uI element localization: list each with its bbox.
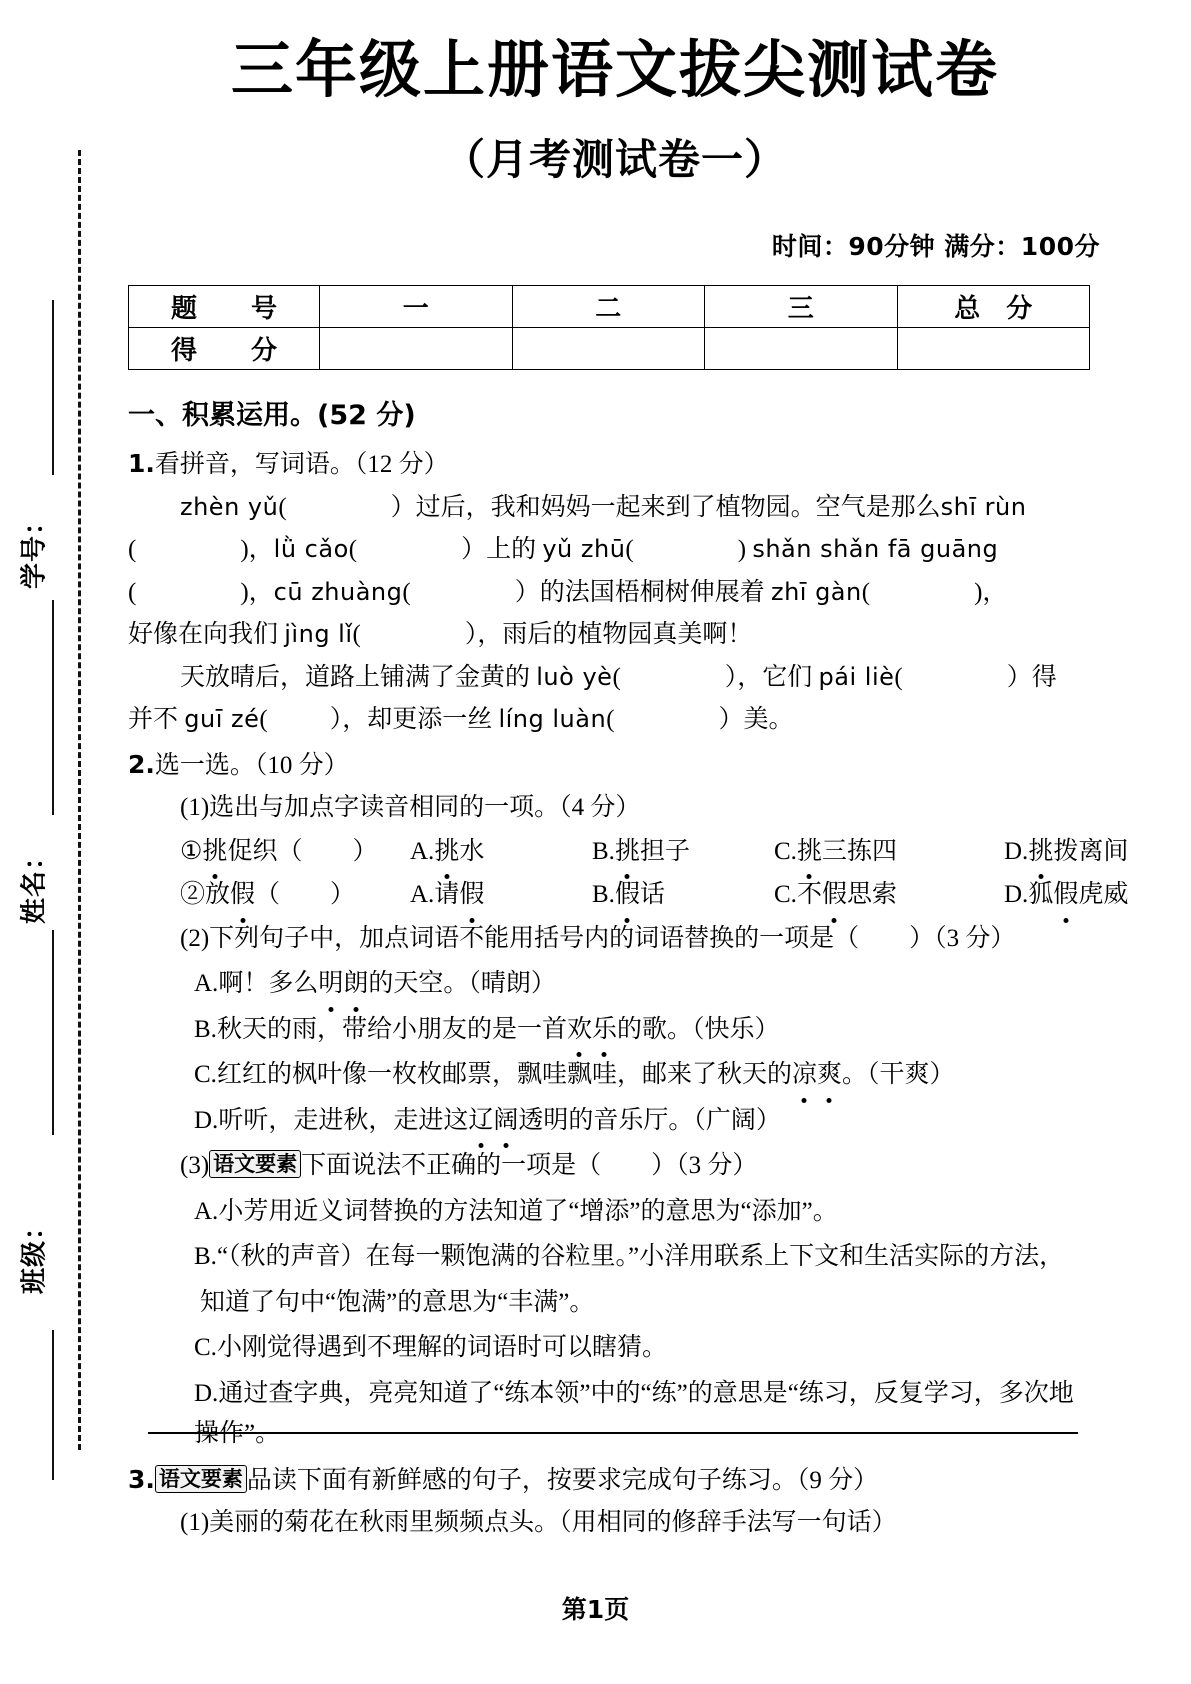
choice-text: 通过查字典，亮亮知道了“练本领”中的“练”的意思是“练习，反复学习，多次地操作”。 bbox=[194, 1379, 1074, 1448]
q3-sub1-text: (1)美丽的菊花在秋雨里频频点头。（用相同的修辞手法写一句话） bbox=[180, 1509, 897, 1537]
option-label: C. bbox=[194, 1334, 217, 1362]
q1-line-5: 天放晴后，道路上铺满了金黄的 luò yè( ），它们 pái liè( ）得 bbox=[180, 662, 1057, 691]
yuwen-yaosu-tag: 语文要素 bbox=[209, 1150, 301, 1178]
left-margin-strip bbox=[0, 0, 110, 1684]
q1-line-6: 并不 guī zé( ），却更添一丝 líng luàn( ）美。 bbox=[128, 705, 794, 734]
choice-post: 。（干爽） bbox=[841, 1061, 955, 1089]
dotted-char: 明 bbox=[318, 964, 343, 1005]
choice-text: “（秋的声音）在每一颗饱满的谷粒里。”小洋用联系上下文和生活实际的方法， bbox=[216, 1243, 1065, 1271]
option-text: 话 bbox=[639, 881, 665, 909]
item2-stem-post: （ ） bbox=[255, 881, 356, 909]
option-d[interactable] bbox=[1004, 832, 1128, 873]
pinyin-shan-shan-fa-guang: shǎn shǎn fā guāng bbox=[752, 535, 999, 564]
margin-rule-3 bbox=[52, 930, 54, 1135]
question-1-title: 看拼音，写词语。（12 分） bbox=[154, 451, 449, 479]
option-text: 三拣四 bbox=[821, 837, 897, 865]
q2-sub2-choice-b[interactable] bbox=[142, 1010, 1098, 1051]
q1-line4-lead: 好像在向我们 bbox=[128, 621, 279, 649]
margin-rule-2 bbox=[52, 600, 54, 815]
score-row-label: 题 号 bbox=[129, 286, 320, 328]
q1-line-1: zhèn yǔ( ）过后，我和妈妈一起来到了植物园。空气是那么shī rùn bbox=[180, 492, 1027, 521]
score-col-header-3: 三 bbox=[705, 286, 898, 328]
q1-line3-mid: ）的法国梧桐树伸展着 bbox=[514, 578, 765, 606]
dotted-char: 阔 bbox=[493, 1101, 518, 1142]
option-b[interactable] bbox=[592, 832, 774, 873]
pinyin-luo-ye: luò yè bbox=[536, 662, 613, 691]
dotted-char: 爽 bbox=[817, 1055, 842, 1096]
choice-pre: 听听，走进秋，走进这 bbox=[218, 1106, 469, 1134]
option-b[interactable] bbox=[592, 875, 774, 916]
q1-line4-tail: ），雨后的植物园真美啊！ bbox=[464, 621, 753, 649]
q2-sub2-text: 下列句子中，加点词语不能用括号内的词语替换的一项是（ ）（3 分） bbox=[209, 924, 1016, 952]
q2-sub2-label: (2) bbox=[180, 924, 210, 952]
pinyin-yu-zhu: yǔ zhū bbox=[542, 535, 626, 564]
page-footer: 第1页 bbox=[561, 1595, 630, 1624]
choice-text-cont: 知道了句中“饱满”的意思为“丰满”。 bbox=[200, 1288, 595, 1316]
dotted-char: 假 bbox=[459, 875, 484, 916]
score-cell-3[interactable] bbox=[705, 328, 898, 370]
option-label: B. bbox=[194, 1243, 217, 1271]
question-2-number: 2. bbox=[128, 749, 155, 779]
pinyin-jing-li: jìng lǐ bbox=[284, 620, 353, 649]
option-label: A. bbox=[410, 881, 435, 909]
pinyin-shi-run: shī rùn bbox=[940, 492, 1027, 521]
option-label: B. bbox=[194, 1015, 217, 1043]
option-a[interactable] bbox=[410, 832, 592, 873]
q2-sub1-label: (1) bbox=[180, 794, 210, 822]
option-pre: 狐 bbox=[1028, 881, 1054, 909]
choice-post: 的天空。（晴朗） bbox=[368, 970, 556, 998]
q3-sub1 bbox=[128, 1503, 1098, 1544]
question-1-head bbox=[128, 444, 1098, 486]
item1-stem-post: 促织（ ） bbox=[227, 837, 378, 865]
option-pre: 请 bbox=[434, 881, 460, 909]
dotted-char: 挑 bbox=[1028, 832, 1053, 873]
q1-line5-mid: ），它们 bbox=[724, 663, 813, 691]
option-c[interactable] bbox=[774, 875, 1004, 916]
margin-rule-4 bbox=[52, 1330, 54, 1480]
pinyin-zhen-yu: zhèn yǔ bbox=[180, 492, 279, 521]
choice-post: 的歌。（快乐） bbox=[616, 1015, 780, 1043]
pinyin-pai-lie: pái liè bbox=[818, 662, 895, 691]
choice-pre: 啊！多么 bbox=[218, 970, 319, 998]
option-label: D. bbox=[1004, 881, 1029, 909]
dotted-char: 挑 bbox=[797, 832, 822, 873]
q1-line1-text: ）过后，我和妈妈一起来到了植物园。空气是那么 bbox=[390, 493, 941, 521]
option-label: D. bbox=[194, 1379, 219, 1407]
dotted-char: 辽 bbox=[468, 1101, 493, 1142]
page-title: 三年级上册语文拔尖测试卷 bbox=[230, 33, 999, 106]
margin-rule-1 bbox=[52, 300, 54, 475]
option-a[interactable] bbox=[410, 875, 592, 916]
q1-line6-tail: ）美。 bbox=[718, 706, 794, 734]
section-heading-1: 一、积累运用。(52 分) bbox=[128, 400, 416, 432]
choice-text: 小芳用近义词替换的方法知道了“增添”的意思为“添加”。 bbox=[218, 1197, 838, 1225]
q1-line-2: ( )，lǜ cǎo( ）上的 yǔ zhū( ) shǎn shǎn fā guāng bbox=[128, 535, 999, 564]
student-id-label: 学号： bbox=[19, 508, 49, 590]
question-3-title: 品读下面有新鲜感的句子，按要求完成句子练习。（9 分） bbox=[246, 1466, 879, 1494]
option-text: 水 bbox=[459, 837, 485, 865]
dotted-char: 假 bbox=[1053, 875, 1078, 916]
choice-pre: 红红的枫叶像一枚枚邮票，飘哇飘哇，邮来了秋天的 bbox=[216, 1061, 792, 1089]
item-marker: ① bbox=[180, 837, 203, 865]
score-table bbox=[128, 285, 1090, 370]
score-col-header-2: 二 bbox=[512, 286, 705, 328]
question-3-head bbox=[128, 1460, 1098, 1502]
option-label: A. bbox=[194, 1197, 219, 1225]
pinyin-cu-zhuang: cū zhuàng bbox=[273, 577, 403, 606]
q1-line5-tail: ）得 bbox=[1006, 663, 1057, 691]
q1-line2-mid: ）上的 bbox=[461, 536, 537, 564]
q1-line6-lead: 并不 bbox=[128, 706, 179, 734]
dotted-char: 假 bbox=[615, 875, 640, 916]
dotted-char: 挑 bbox=[615, 832, 640, 873]
q2-sub3-choice-a[interactable] bbox=[142, 1192, 1098, 1233]
option-label: D. bbox=[194, 1106, 219, 1134]
q2-sub3-choice-b-cont bbox=[200, 1283, 1098, 1324]
q2-sub1-item-2 bbox=[128, 875, 1129, 916]
option-label: C. bbox=[194, 1061, 217, 1089]
score-cell-total[interactable] bbox=[897, 328, 1090, 370]
option-label: B. bbox=[592, 837, 615, 865]
question-3-number: 3. bbox=[128, 1464, 155, 1494]
option-d[interactable] bbox=[1004, 875, 1128, 916]
q1-line6-mid: ），却更添一丝 bbox=[329, 706, 493, 734]
question-2-head bbox=[128, 745, 1098, 787]
option-label: B. bbox=[592, 881, 615, 909]
option-pre: 不 bbox=[796, 881, 822, 909]
q1-line5-lead: 天放晴后，道路上铺满了金黄的 bbox=[180, 663, 531, 691]
choice-text: 小刚觉得遇到不理解的词语时可以瞎猜。 bbox=[216, 1334, 667, 1362]
dotted-char: 凉 bbox=[792, 1055, 817, 1096]
score-col-header-1: 一 bbox=[320, 286, 513, 328]
dotted-char: 挑 bbox=[434, 832, 459, 873]
table-row bbox=[129, 328, 1090, 370]
q2-item1-stem bbox=[180, 832, 410, 873]
q2-sub1-head bbox=[128, 788, 1098, 829]
q2-sub2-choice-d[interactable] bbox=[142, 1101, 1098, 1142]
option-text: 拨离间 bbox=[1053, 837, 1129, 865]
score-row-label-points: 得 分 bbox=[129, 328, 320, 370]
q2-sub3-text: 下面说法不正确的一项是（ ）（3 分） bbox=[301, 1152, 758, 1180]
question-2-title: 选一选。（10 分） bbox=[154, 751, 349, 779]
dotted-char: 欢 bbox=[567, 1010, 592, 1051]
dotted-char: 乐 bbox=[592, 1010, 617, 1051]
page-subtitle: （月考测试卷一） bbox=[442, 135, 787, 185]
pinyin-gui-ze: guī zé bbox=[184, 705, 260, 734]
q2-sub3-label: (3) bbox=[180, 1152, 210, 1180]
q2-sub1-item-1 bbox=[128, 832, 1129, 873]
exam-meta: 时间：90分钟 满分：100分 bbox=[771, 232, 1100, 262]
q2-sub3-choice-d[interactable] bbox=[142, 1374, 1098, 1455]
option-label: A. bbox=[410, 837, 435, 865]
bottom-divider bbox=[148, 1432, 1078, 1434]
q2-sub2-choice-c[interactable] bbox=[142, 1055, 1098, 1096]
option-label: D. bbox=[1004, 837, 1029, 865]
option-text: 担子 bbox=[639, 837, 690, 865]
q2-sub2-choice-a[interactable] bbox=[142, 964, 1098, 1005]
option-text: 虎威 bbox=[1078, 881, 1129, 909]
q2-sub3-head bbox=[128, 1146, 1098, 1187]
class-label: 班级： bbox=[19, 1213, 49, 1295]
dashed-cut-line bbox=[78, 150, 81, 1450]
table-row bbox=[129, 286, 1090, 328]
option-text: 思索 bbox=[846, 881, 897, 909]
score-cell-1[interactable] bbox=[320, 328, 513, 370]
q2-sub2-head bbox=[128, 919, 1098, 960]
dotted-char: 朗 bbox=[343, 964, 368, 1005]
pinyin-zhi-gan: zhī gàn bbox=[770, 577, 862, 606]
choice-post: 透明的音乐厅。（广阔） bbox=[518, 1106, 781, 1134]
q2-sub3-choice-b[interactable] bbox=[142, 1237, 1098, 1278]
yuwen-yaosu-tag: 语文要素 bbox=[155, 1465, 247, 1493]
q2-item2-stem bbox=[180, 875, 410, 916]
dotted-char: 假 bbox=[230, 875, 255, 916]
option-label: C. bbox=[774, 881, 797, 909]
q2-sub1-text: 选出与加点字读音相同的一项。（4 分） bbox=[209, 794, 641, 822]
q1-line-3: ( )，cū zhuàng( ）的法国梧桐树伸展着 zhī gàn( )， bbox=[128, 577, 1008, 606]
option-label: A. bbox=[194, 970, 219, 998]
pinyin-lv-cao: lǜ cǎo bbox=[273, 535, 349, 564]
q2-sub3-choice-c[interactable] bbox=[142, 1328, 1098, 1369]
score-cell-2[interactable] bbox=[512, 328, 705, 370]
option-c[interactable] bbox=[774, 832, 1004, 873]
exam-content bbox=[110, 370, 1129, 1543]
option-label: C. bbox=[774, 837, 797, 865]
student-name-label: 姓名： bbox=[19, 843, 49, 925]
pinyin-ling-luan: líng luàn bbox=[498, 705, 607, 734]
item-marker: ②放 bbox=[180, 881, 231, 909]
choice-pre: 秋天的雨，带给小朋友的是一首 bbox=[216, 1015, 567, 1043]
dotted-char: 挑 bbox=[202, 832, 227, 873]
question-1-number: 1. bbox=[128, 449, 155, 479]
dotted-char: 假 bbox=[822, 875, 847, 916]
score-col-header-total: 总 分 bbox=[897, 286, 1090, 328]
q1-line-4: 好像在向我们 jìng lǐ( ），雨后的植物园真美啊！ bbox=[128, 620, 753, 649]
